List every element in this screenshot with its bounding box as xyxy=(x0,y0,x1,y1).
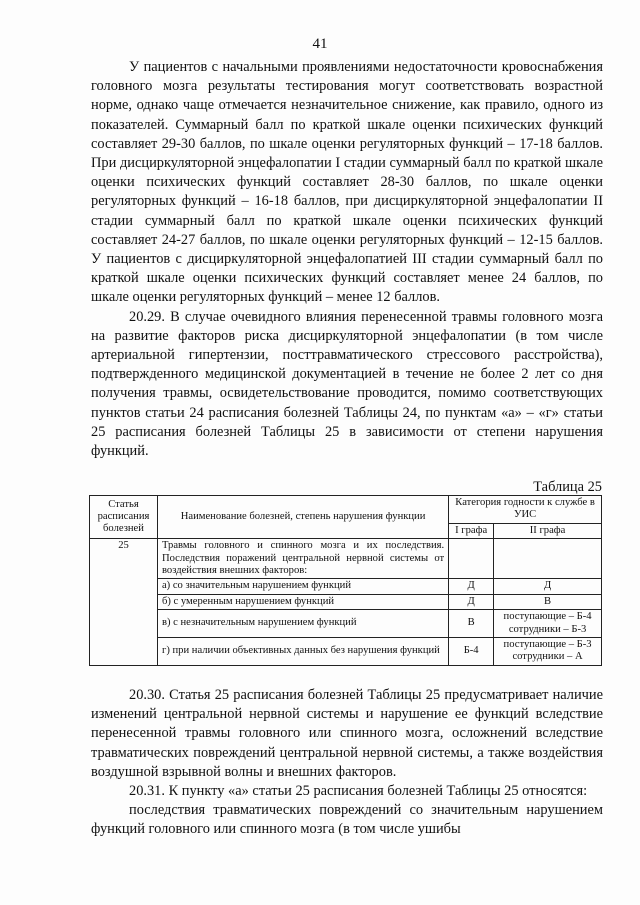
cell-g1: Б-4 xyxy=(449,638,494,666)
table-row xyxy=(90,579,602,594)
cell-empty xyxy=(449,539,494,579)
cell-g2: В xyxy=(494,594,602,609)
table-caption: Таблица 25 xyxy=(533,479,602,495)
paragraph-20-29: 20.29. В случае очевидного влияния перенесенной травмы головного мозга на развитие факторов риска дисциркуляторной энцефалопатии (в том числе артериальной гипертензии, посттравматического стрессового расстройства), подтвержденного медицинской документацией в течение не более 2 лет со дня получения травмы, освидетельствование проводится, помимо соответствующих пунктов статьи 24 расписания болезней Таблицы 24, по пунктам «а» – «г» статьи 25 расписания болезней Таблицы 25 в зависимости от степени нарушения функций. xyxy=(91,308,603,460)
cell-g2: поступающие – Б-3 сотрудники – А xyxy=(494,638,602,666)
page-number: 41 xyxy=(312,36,328,52)
cell-g1: Д xyxy=(449,594,494,609)
cell-empty xyxy=(494,539,602,579)
paragraph-consequences: последствия травматических повреждений со значительным нарушением функций головного или спинного мозга (в том числе ушибы xyxy=(91,802,603,838)
cell-name: г) при наличии объективных данных без нарушения функций xyxy=(157,638,448,666)
cell-intro: Травмы головного и спинного мозга и их последствия. Последствия поражений центральной нервной системы от воздействия внешних факторов: xyxy=(157,539,448,579)
header-name: Наименование болезней, степень нарушения функции xyxy=(157,496,448,539)
cell-g1: Д xyxy=(449,579,494,594)
cell-article-no: 25 xyxy=(90,539,158,666)
cell-name: в) с незначительным нарушением функций xyxy=(157,610,448,638)
cell-name: б) с умеренным нарушением функций xyxy=(157,594,448,609)
paragraph-20-31: 20.31. К пункту «а» статьи 25 расписания болезней Таблицы 25 относятся: xyxy=(129,783,588,800)
bottom-text xyxy=(91,686,603,840)
table-row xyxy=(90,638,602,666)
table-header-row xyxy=(90,496,602,524)
cell-g2: поступающие – Б-4 сотрудники – Б-3 xyxy=(494,610,602,638)
paragraph-20-30: 20.30. Статья 25 расписания болезней Таблицы 25 предусматривает наличие изменений центральной нервной системы и нарушение ее функций вследствие перенесенной травмы головного или спинного мозга, осложнений вследствие травматических повреждений центральной нервной системы, а также воздействия воздушной взрывной волны и внешних факторов. xyxy=(91,687,603,780)
cell-g1: В xyxy=(449,610,494,638)
header-col1: I графа xyxy=(449,523,494,538)
cell-name: а) со значительным нарушением функций xyxy=(157,579,448,594)
table-row xyxy=(90,610,602,638)
table-row xyxy=(90,539,602,579)
top-text xyxy=(91,58,603,461)
table-row xyxy=(90,594,602,609)
paragraph-cognitive-scores: У пациентов с начальными проявлениями недостаточности кровоснабжения головного мозга результаты тестирования могут соответствовать возрастной норме, однако чаще отмечается незначительное снижение, как правило, одного из показателей. Суммарный балл по краткой шкале оценки психических функций составляет 29-30 баллов, по шкале оценки регуляторных функций – 17-18 баллов. При дисциркуляторной энцефалопатии I стадии суммарный балл по краткой шкале оценки психических функций составляет 28-30 баллов, по шкале оценки регуляторных функций – 16-18 баллов, при дисциркуляторной энцефалопатии II стадии суммарный балл по краткой шкале оценки психических функций составляет 24-27 баллов, по шкале оценки регуляторных функций – 12-15 баллов. У пациентов с дисциркуляторной энцефалопатией III стадии суммарный балл по краткой шкале оценки психических функций составляет менее 24 баллов, по шкале оценки регуляторных функций – менее 12 баллов. xyxy=(91,59,603,306)
header-article: Статья расписания болезней xyxy=(90,496,158,539)
header-category: Категория годности к службе в УИС xyxy=(449,496,602,524)
header-col2: II графа xyxy=(494,523,602,538)
table-25 xyxy=(89,495,602,666)
cell-g2: Д xyxy=(494,579,602,594)
